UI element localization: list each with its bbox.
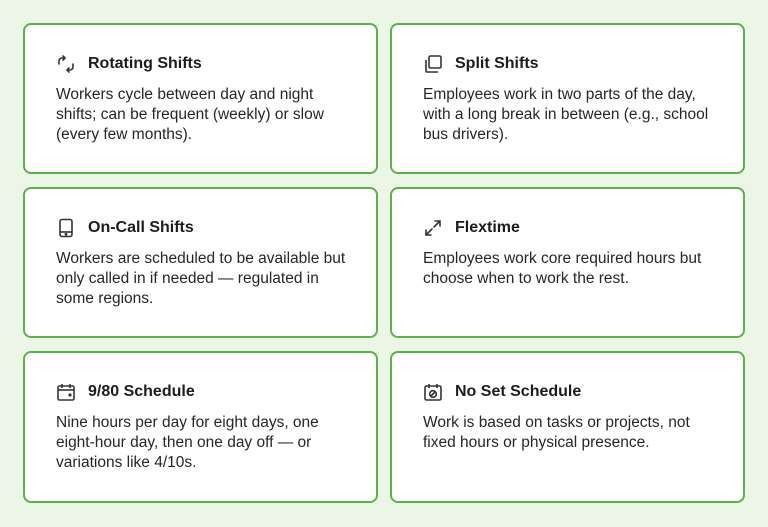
calendar-icon — [56, 382, 76, 402]
schedule-types-grid — [23, 23, 745, 503]
card-9-80-schedule — [23, 351, 378, 503]
card-no-set-schedule — [390, 351, 745, 503]
card-title: Split Shifts — [455, 55, 539, 72]
expand-arrows-icon — [423, 218, 443, 238]
card-description: Workers are scheduled to be available but only called in if needed — regulated in some regions. — [56, 250, 346, 307]
phone-icon — [56, 218, 76, 238]
rotate-arrows-icon — [56, 54, 76, 74]
card-title: 9/80 Schedule — [88, 383, 195, 400]
card-on-call-shifts — [23, 187, 378, 338]
card-rotating-shifts — [23, 23, 378, 174]
calendar-off-icon — [423, 382, 443, 402]
card-split-shifts — [390, 23, 745, 174]
card-description: Employees work core required hours but choose when to work the rest. — [423, 250, 702, 287]
card-flextime — [390, 187, 745, 338]
card-title: Flextime — [455, 219, 520, 236]
card-title: No Set Schedule — [455, 383, 582, 400]
card-title: On-Call Shifts — [88, 219, 194, 236]
card-description: Work is based on tasks or projects, not fixed hours or physical presence. — [423, 414, 690, 451]
card-description: Nine hours per day for eight days, one eight-hour day, then one day off — or variations like 4/10s. — [56, 414, 319, 471]
card-title: Rotating Shifts — [88, 55, 202, 72]
card-description: Workers cycle between day and night shifts; can be frequent (weekly) or slow (every few months). — [56, 86, 324, 143]
card-description: Employees work in two parts of the day, with a long break in between (e.g., school bus drivers). — [423, 86, 709, 143]
copy-squares-icon — [423, 54, 443, 74]
